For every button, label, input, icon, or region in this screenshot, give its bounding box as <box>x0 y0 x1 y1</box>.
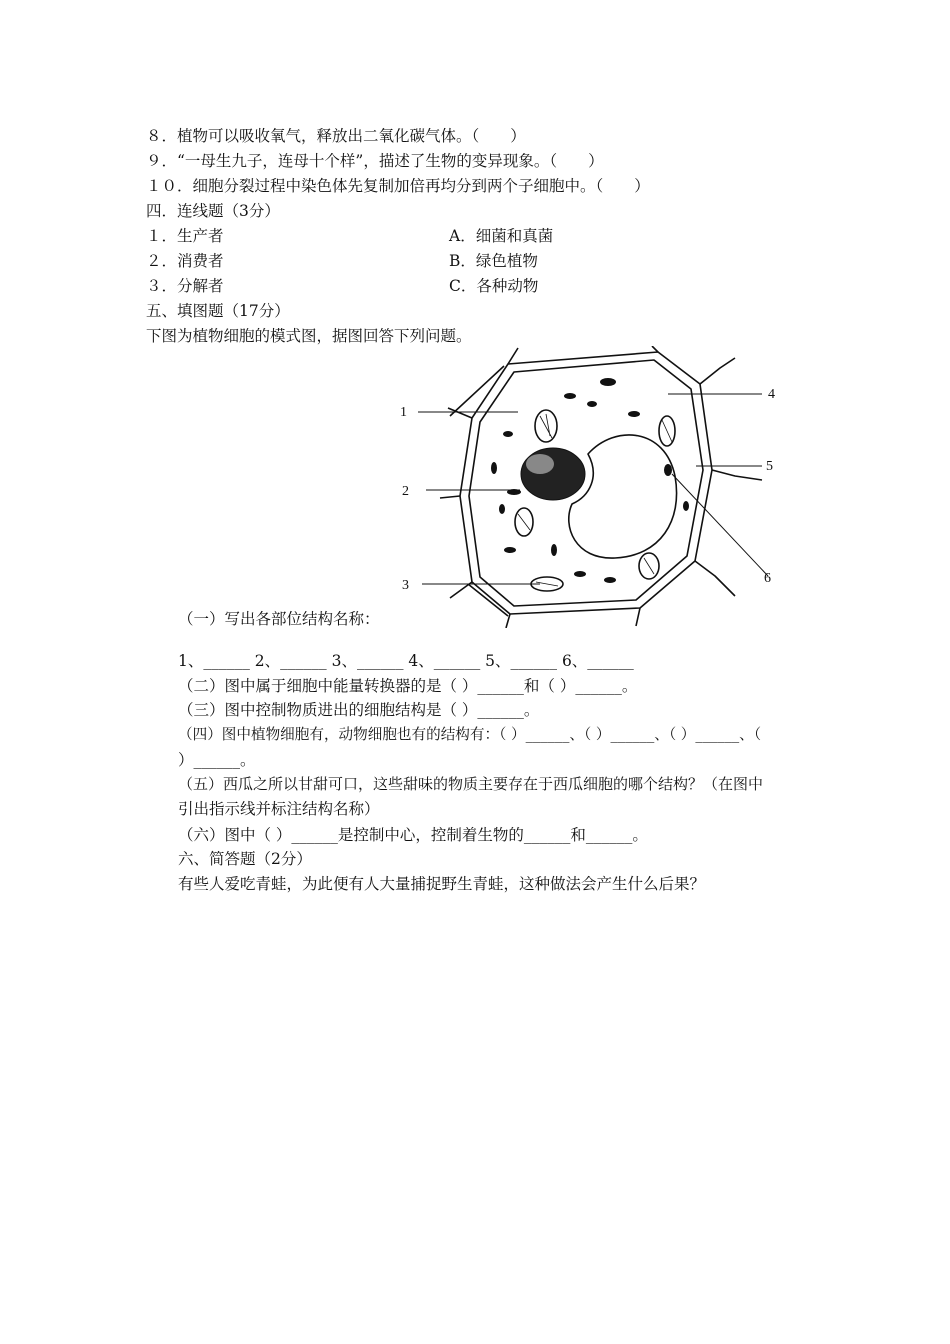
fill-q5-line1: （五）西瓜之所以甘甜可口，这些甜味的物质主要存在于西瓜细胞的哪个结构？（在图中 <box>178 775 764 793</box>
cell-wall-outline <box>460 352 712 614</box>
fill-q4-line2: ）______。 <box>178 751 256 769</box>
fill-q3: （三）图中控制物质进出的细胞结构是（ ）______。 <box>178 701 540 719</box>
tf-item-9: ９．“一母生九子，连母十个样”，描述了生物的变异现象。（ ） <box>146 152 604 170</box>
fill-intro: 下图为植物细胞的模式图，据图回答下列问题。 <box>146 327 472 345</box>
vacuole-outline <box>569 435 677 558</box>
tf-item-10: １０．细胞分裂过程中染色体先复制加倍再均分到两个子细胞中。（ ） <box>146 177 650 195</box>
diagram-label-4: 4 <box>768 387 775 402</box>
short-heading: 六、简答题（2分） <box>178 850 312 868</box>
adjacent-walls <box>440 346 762 628</box>
mitochondria <box>491 378 689 583</box>
match-right-c: C．各种动物 <box>449 277 539 295</box>
diagram-label-5: 5 <box>766 459 773 474</box>
match-left-2: ２．消费者 <box>146 252 224 270</box>
fill-blanks: 1、______ 2、______ 3、______ 4、______ 5、______ 6、______ <box>178 652 634 670</box>
fill-q4-line1: （四）图中植物细胞有，动物细胞也有的结构有：（ ）______、（ ）______、（ ）______、（ <box>178 726 762 743</box>
match-left-1: １．生产者 <box>146 227 224 245</box>
match-right-a: A．细菌和真菌 <box>449 227 554 245</box>
fill-q5-line2: 引出指示线并标注结构名称） <box>178 800 380 818</box>
plant-cell-diagram <box>390 346 790 628</box>
diagram-label-6: 6 <box>764 571 771 586</box>
diagram-label-3: 3 <box>402 578 409 593</box>
cell-membrane-outline <box>469 360 703 606</box>
diagram-label-1: 1 <box>400 405 407 420</box>
fill-q1: （一）写出各部位结构名称： <box>178 610 380 628</box>
fill-heading: 五、填图题（17分） <box>146 302 290 320</box>
fill-q6: （六）图中（ ）______是控制中心，控制着生物的______和______。 <box>178 826 648 844</box>
matching-heading: 四．连线题（3分） <box>146 202 280 220</box>
diagram-label-2: 2 <box>402 484 409 499</box>
fill-q2: （二）图中属于细胞中能量转换器的是（ ）______和（ ）______。 <box>178 677 638 695</box>
match-right-b: B．绿色植物 <box>449 252 538 270</box>
match-left-3: ３．分解者 <box>146 277 224 295</box>
tf-item-8: ８．植物可以吸收氧气，释放出二氧化碳气体。（ ） <box>146 127 526 145</box>
nucleus <box>521 448 585 500</box>
short-question: 有些人爱吃青蛙，为此便有人大量捕捉野生青蛙，这种做法会产生什么后果？ <box>178 875 706 893</box>
